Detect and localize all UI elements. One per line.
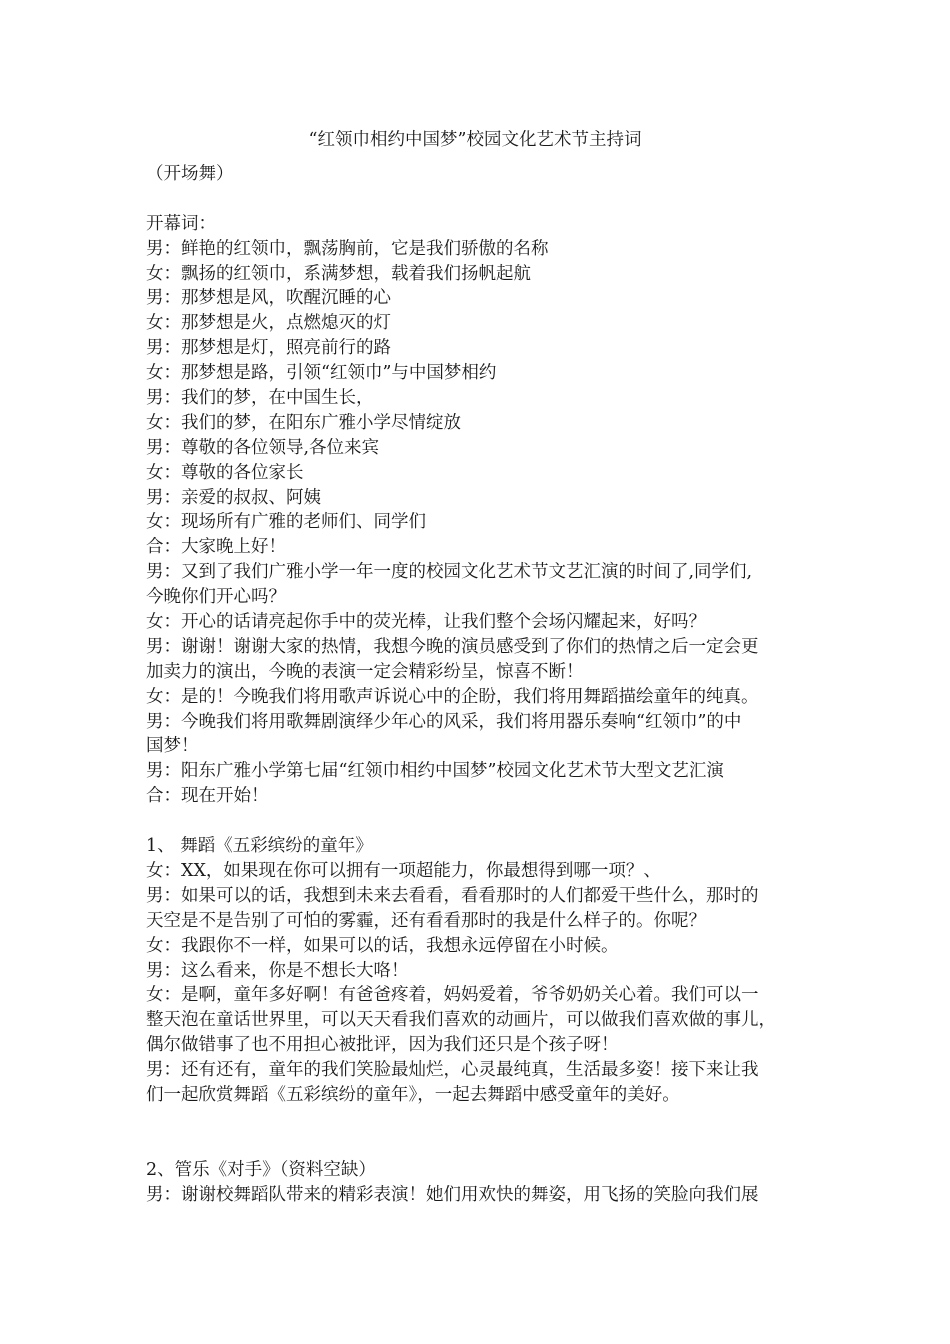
section-2-lines: [146, 1183, 810, 1208]
text-line: 女：是的！今晚我们将用歌声诉说心中的企盼，我们将用舞蹈描绘童年的纯真。: [146, 686, 759, 707]
text-line: 偶尔做错事了也不用担心被批评，因为我们还只是个孩子呀！: [146, 1035, 619, 1056]
text-line: 女：是啊，童年多好啊！有爸爸疼着，妈妈爱着，爷爷奶奶关心着。我们可以一: [146, 985, 759, 1006]
text-line: 男：又到了我们广雅小学一年一度的校园文化艺术节文艺汇演的时间了,同学们,: [146, 562, 753, 583]
text-line: 女：那梦想是路，引领“红领巾”与中国梦相约: [146, 363, 497, 384]
opening-dance-note: （开场舞）: [146, 164, 234, 184]
text-line: 女：尊敬的各位家长: [146, 462, 304, 483]
blank-line: [146, 187, 810, 212]
text-line: 男：那梦想是灯，照亮前行的路: [146, 338, 391, 359]
text-line: 女：XX，如果现在你可以拥有一项超能力，你最想得到哪一项？、: [146, 860, 661, 881]
document-title: “红领巾相约中国梦”校园文化艺术节主持词: [308, 130, 642, 150]
text-line: 男：阳东广雅小学第七届“红领巾相约中国梦”校园文化艺术节大型文艺汇演: [146, 761, 724, 782]
text-line: 男：我们的梦，在中国生长，: [146, 388, 374, 409]
section-1-heading: 1、 舞蹈《五彩缤纷的童年》: [146, 836, 373, 857]
text-line: 合：大家晚上好！: [146, 537, 286, 558]
text-line: 男：鲜艳的红领巾，飘荡胸前，它是我们骄傲的名称: [146, 238, 549, 259]
text-line: 女：那梦想是火，点燃熄灭的灯: [146, 313, 391, 334]
text-line: 整天泡在童话世界里，可以天天看我们喜欢的动画片，可以做我们喜欢做的事儿，: [146, 1010, 776, 1031]
opening-heading: 开幕词：: [146, 213, 216, 234]
text-line: 国梦！: [146, 736, 199, 757]
text-line: 男：谢谢！谢谢大家的热情，我想今晚的演员感受到了你们的热情之后一定会更: [146, 636, 759, 657]
text-line: 男：今晚我们将用歌舞剧演绎少年心的风采，我们将用器乐奏响“红领巾”的中: [146, 711, 742, 732]
text-line: 男：如果可以的话，我想到未来去看看，看看那时的人们都爱干些什么，那时的: [146, 885, 759, 906]
text-line: 男：还有还有，童年的我们笑脸最灿烂，心灵最纯真，生活最多姿！接下来让我: [146, 1060, 759, 1081]
text-line: 加卖力的演出，今晚的表演一定会精彩纷呈，惊喜不断！: [146, 661, 584, 682]
text-line: 合：现在开始！: [146, 786, 269, 807]
text-line: 女：飘扬的红领巾，系满梦想，载着我们扬帆起航: [146, 263, 531, 284]
text-line: 女：开心的话请亮起你手中的荧光棒，让我们整个会场闪耀起来，好吗？: [146, 612, 706, 633]
text-line: 男：亲爱的叔叔、阿姨: [146, 487, 321, 508]
text-line: 女：现场所有广雅的老师们、同学们: [146, 512, 426, 533]
text-line: 男：这么看来，你是不想长大咯！: [146, 960, 409, 981]
section-1-lines: [146, 859, 810, 1108]
text-line: 女：我们的梦，在阳东广雅小学尽情绽放: [146, 412, 461, 433]
text-line: 男：那梦想是风，吹醒沉睡的心: [146, 288, 391, 309]
blank-line: [146, 809, 810, 834]
text-line: 男：谢谢校舞蹈队带来的精彩表演！她们用欢快的舞姿，用飞扬的笑脸向我们展: [146, 1184, 759, 1205]
text-line: 们一起欣赏舞蹈《五彩缤纷的童年》，一起去舞蹈中感受童年的美好。: [146, 1084, 680, 1105]
text-line: 天空是不是告别了可怕的雾霾，还有看看那时的我是什么样子的。你呢？: [146, 910, 706, 931]
blank-line: [146, 1108, 810, 1158]
document-body: [146, 162, 810, 1207]
text-line: 男：尊敬的各位领导,各位来宾: [146, 437, 380, 458]
section-2-heading: 2、管乐《对手》（资料空缺）: [146, 1159, 376, 1180]
opening-lines: [146, 237, 810, 809]
text-line: 今晚你们开心吗？: [146, 587, 286, 608]
text-line: 女：我跟你不一样，如果可以的话，我想永远停留在小时候。: [146, 935, 619, 956]
